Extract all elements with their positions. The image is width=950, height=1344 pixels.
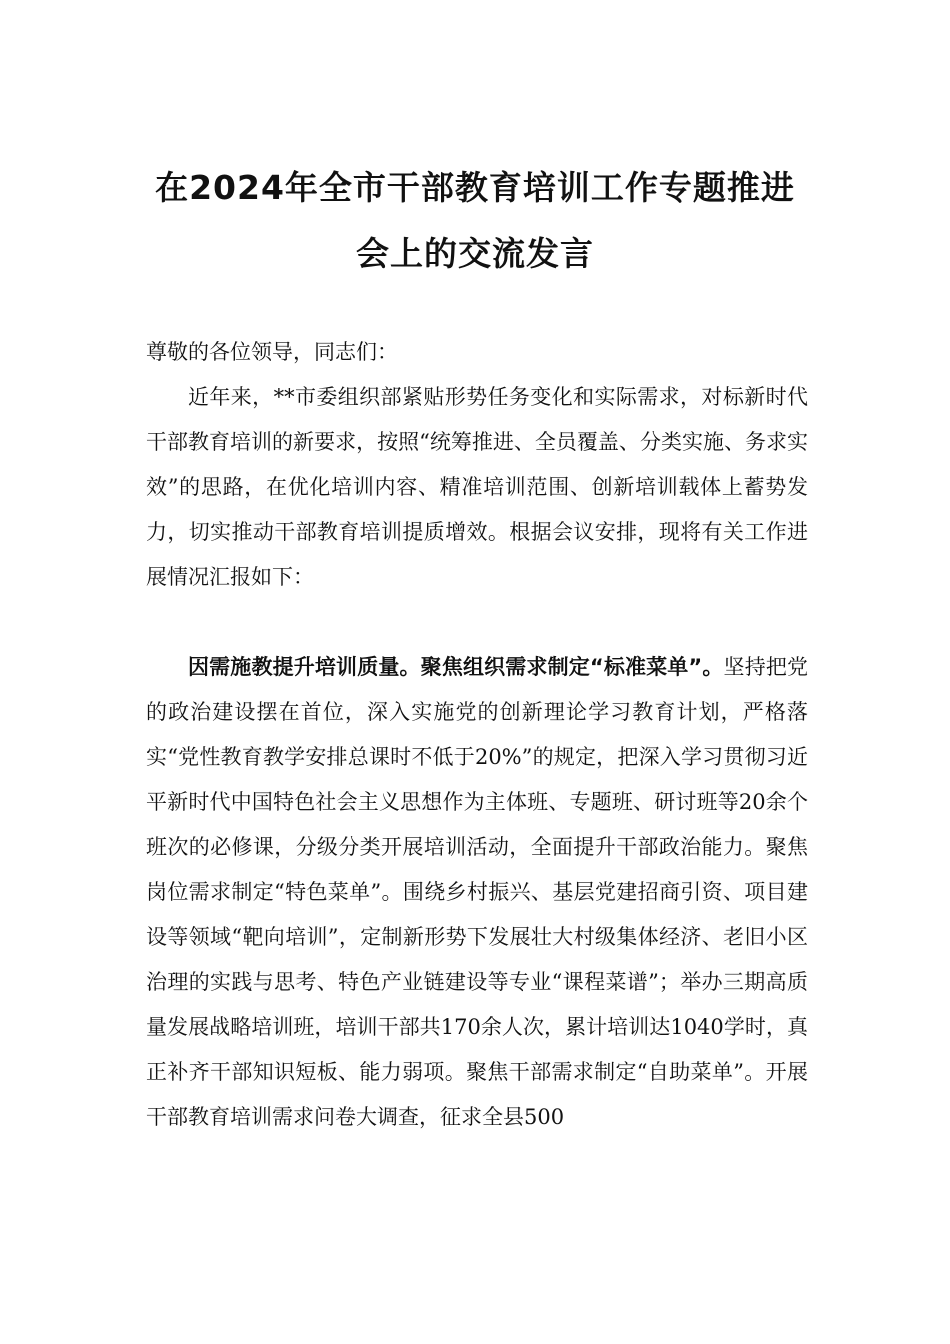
paragraph-intro: 近年来，**市委组织部紧贴形势任务变化和实际需求，对标新时代干部教育培训的新要求，按照“统筹推进、全员覆盖、分类实施、务求实效”的思路，在优化培训内容、精准培训范围、创新培训载体上蓄势发力，切实推动干部教育培训提质增效。根据会议安排，现将有关工作进展情况汇报如下： <box>146 385 808 589</box>
document-title-line-2: 会上的交流发言 <box>356 234 594 273</box>
paragraph-lead-heading: 因需施教提升培训质量。聚焦组织需求制定“标准菜单”。 <box>188 655 724 679</box>
salutation: 尊敬的各位领导，同志们： <box>146 340 398 364</box>
document-title-line-1: 在2024年全市干部教育培训工作专题推进 <box>155 168 795 207</box>
paragraph-training-quality <box>146 645 808 1140</box>
paragraph-body-text: 坚持把党的政治建设摆在首位，深入实施党的创新理论学习教育计划，严格落实“党性教育教学安排总课时不低于20%”的规定，把深入学习贯彻习近平新时代中国特色社会主义思想作为主体班、专题班、研讨班等20余个班次的必修课，分级分类开展培训活动，全面提升干部政治能力。聚焦岗位需求制定“特色菜单”。围绕乡村振兴、基层党建招商引资、项目建设等领域“靶向培训”，定制新形势下发展壮大村级集体经济、老旧小区治理的实践与思考、特色产业链建设等专业“课程菜谱”；举办三期高质量发展战略培训班，培训干部共170余人次，累计培训达1040学时，真正补齐干部知识短板、能力弱项。聚焦干部需求制定“自助菜单”。开展干部教育培训需求问卷大调查，征求全县500 <box>146 655 809 1129</box>
